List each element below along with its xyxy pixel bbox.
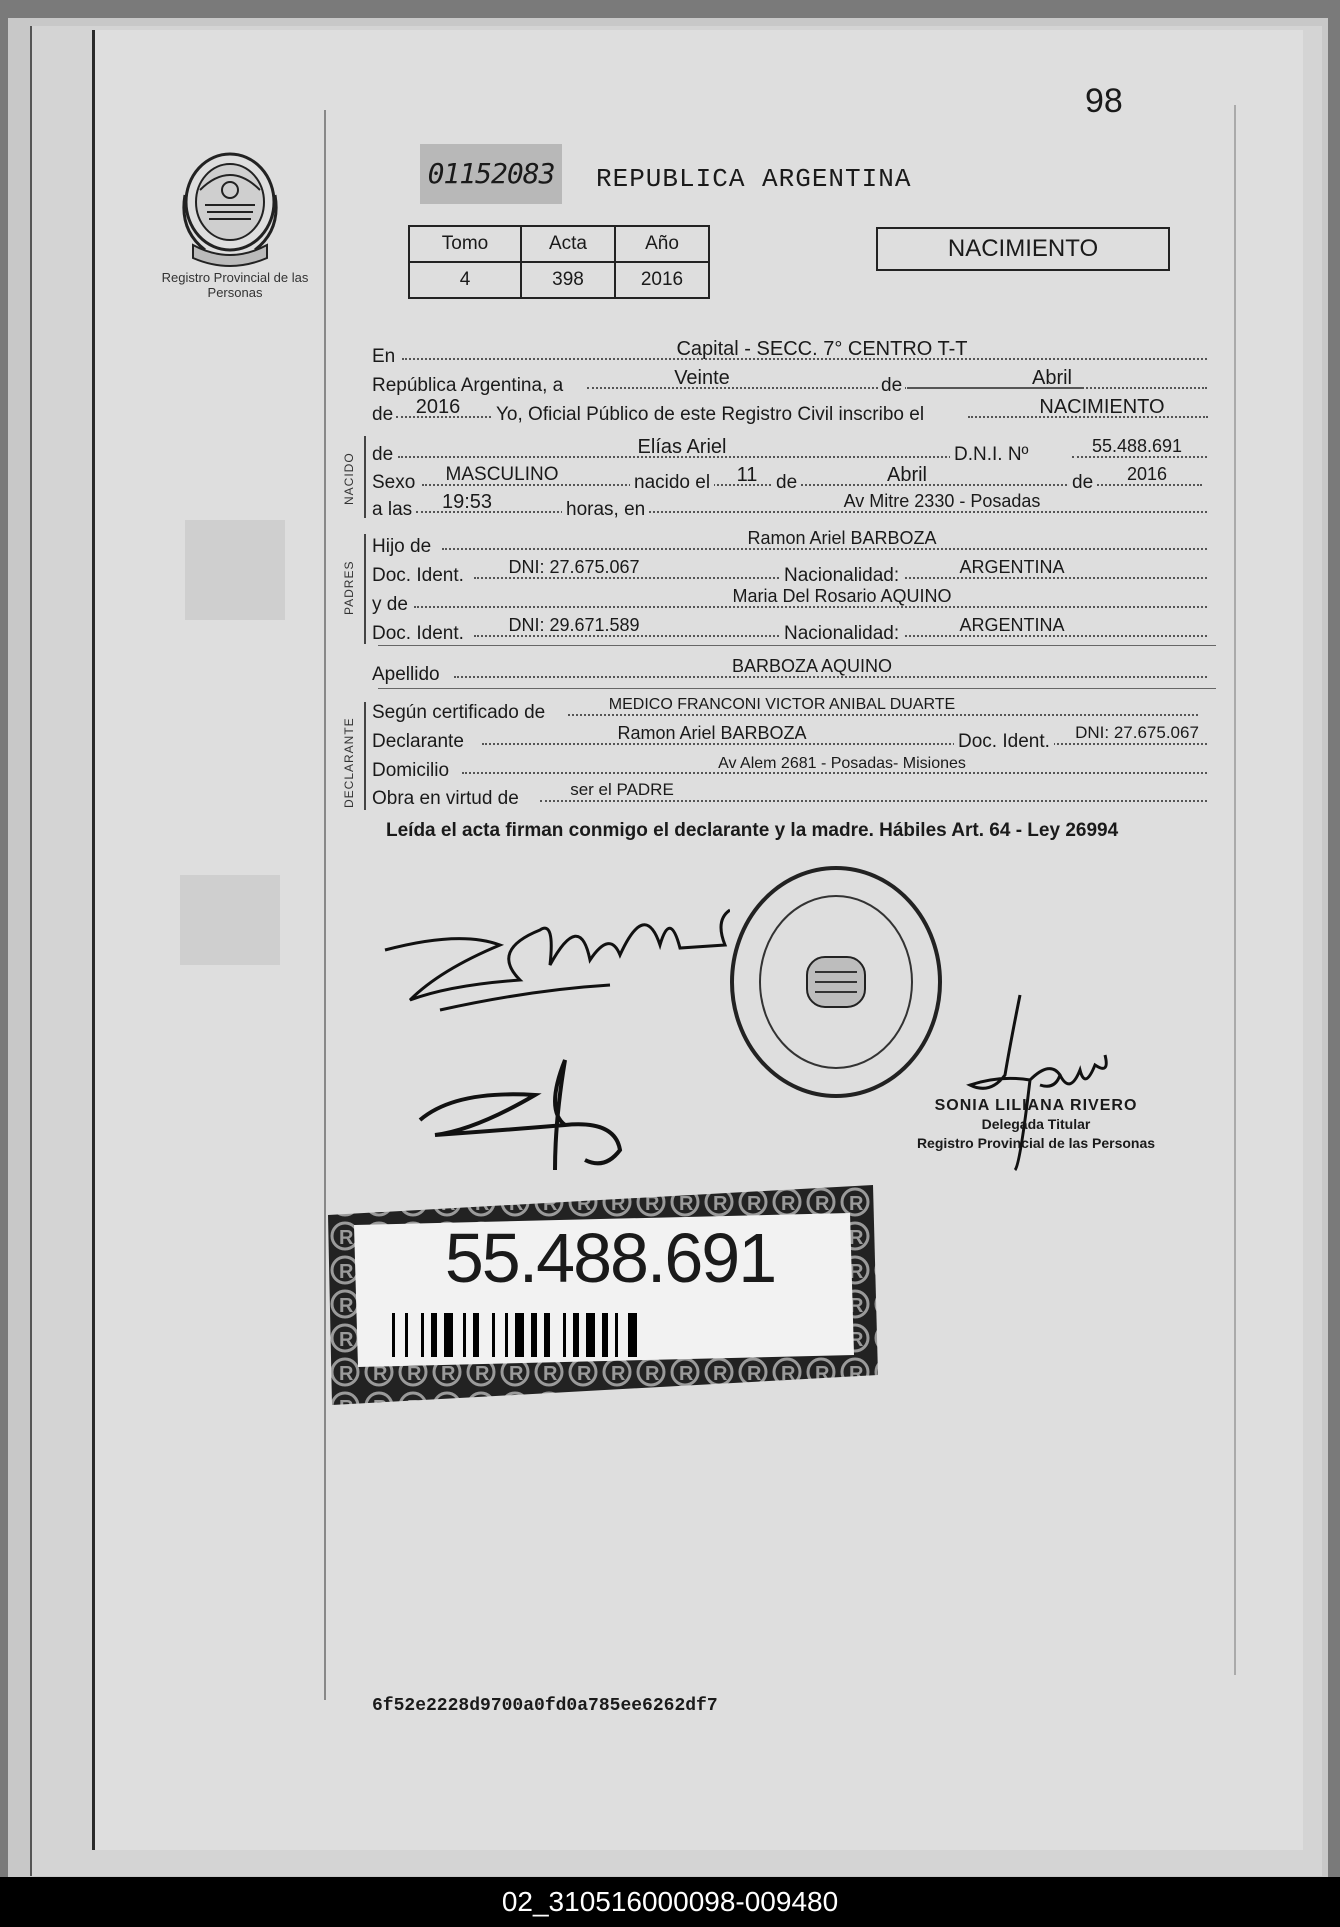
official-title: Delegada Titular <box>981 1116 1091 1132</box>
bleed-through-mark <box>185 520 285 620</box>
form-row-madre <box>372 586 1212 616</box>
barcode-bar <box>463 1313 466 1357</box>
section-bracket <box>364 534 366 644</box>
form-row-padre <box>372 528 1212 558</box>
value-certificado: MEDICO FRANCONI VICTOR ANIBAL DUARTE <box>608 696 956 713</box>
section-label-nacido: NACIDO <box>342 452 356 505</box>
label-segun-certificado: Según certificado de <box>372 702 546 723</box>
value-birth-day: 11 <box>736 464 758 486</box>
barcode-bar <box>505 1313 508 1357</box>
section-label-declarante: DECLARANTE <box>342 717 356 808</box>
section-divider <box>378 645 1216 646</box>
form-row-obra <box>372 780 1212 810</box>
barcode-number: 55.488.691 <box>444 1219 776 1297</box>
barcode-bar <box>392 1313 395 1357</box>
right-rule <box>1234 105 1236 1675</box>
label-doc-ident: Doc. Ident. <box>954 731 1054 753</box>
mother-signature <box>415 1050 635 1180</box>
label-de: de <box>372 444 394 465</box>
dotted-fill <box>482 743 1207 745</box>
label-apellido: Apellido <box>372 664 440 685</box>
value-year: 2016 <box>415 396 461 418</box>
barcode-bar <box>473 1313 479 1357</box>
barcode-bar <box>573 1313 579 1357</box>
acta-type-box: NACIMIENTO <box>876 227 1170 271</box>
label-de: de <box>1068 472 1097 494</box>
value-padre: Ramon Ariel BARBOZA <box>747 528 937 548</box>
section-divider <box>378 688 1216 689</box>
province-seal-logo <box>175 150 285 268</box>
document-hash: 6f52e2228d9700a0fd0a785ee6262df7 <box>372 1696 718 1716</box>
value-sexo: MASCULINO <box>445 464 559 485</box>
serial-stamp: 01152083 <box>420 144 562 204</box>
value-act: NACIMIENTO <box>1039 396 1165 418</box>
form-row-en <box>372 338 1212 368</box>
value-declarante-doc: DNI: 27.675.067 <box>1075 723 1199 742</box>
barcode-bar <box>431 1313 437 1357</box>
form-row-apellido <box>372 656 1212 686</box>
barcode-bar <box>531 1313 537 1357</box>
form-row-domicilio <box>372 756 1212 782</box>
label-doc-ident: Doc. Ident. <box>372 623 464 644</box>
label-a-las: a las <box>372 499 413 520</box>
register-value-acta: 398 <box>521 262 615 298</box>
value-madre: Maria Del Rosario AQUINO <box>732 586 952 606</box>
form-row-declarante <box>372 723 1212 753</box>
register-value-anio: 2016 <box>615 262 709 298</box>
barcode-bar <box>586 1313 595 1357</box>
barcode-bar <box>615 1313 618 1357</box>
section-bracket <box>364 436 366 518</box>
label-nacionalidad: Nacionalidad: <box>780 565 903 587</box>
label-dni: D.N.I. Nº <box>950 444 1033 466</box>
label-doc-ident: Doc. Ident. <box>372 565 464 586</box>
dotted-fill <box>568 714 1198 716</box>
label-nacionalidad: Nacionalidad: <box>780 623 903 645</box>
label-de: de <box>372 404 394 425</box>
barcode-bar <box>544 1313 550 1357</box>
bleed-through-mark <box>180 875 280 965</box>
barcode-bar <box>492 1313 495 1357</box>
label-declarante: Declarante <box>372 731 464 752</box>
value-lugar: Av Mitre 2330 - Posadas <box>843 491 1041 511</box>
value-madre-doc: DNI: 29.671.589 <box>508 615 640 635</box>
label-de: de <box>878 375 905 397</box>
value-apellido: BARBOZA AQUINO <box>731 656 893 676</box>
value-dni: 55.488.691 <box>1091 436 1183 456</box>
value-month: Abril <box>1031 367 1072 389</box>
value-day: Veinte <box>674 367 730 389</box>
form-row-year <box>372 396 1212 426</box>
scan-footer-id: 02_310516000098-009480 <box>0 1877 1340 1927</box>
barcode-bar <box>563 1313 566 1357</box>
barcode-bar <box>444 1313 453 1357</box>
value-madre-nac: ARGENTINA <box>959 615 1065 635</box>
barcode-bar <box>515 1313 524 1357</box>
label-y-de: y de <box>372 594 408 615</box>
register-header-tomo: Tomo <box>409 226 521 262</box>
form-row-republica <box>372 367 1212 397</box>
margin-rule <box>324 110 326 1700</box>
declarant-signature <box>380 890 730 1050</box>
form-row-certificado <box>372 698 1212 724</box>
value-name: Elías Ariel <box>637 436 727 458</box>
form-row-hora <box>372 491 1212 521</box>
closing-statement: Leída el acta firman conmigo el declarante y la madre. Hábiles Art. 64 - Ley 26994 <box>386 820 1119 841</box>
barcode-bar <box>405 1313 408 1357</box>
official-office: Registro Provincial de las Personas <box>916 1135 1156 1151</box>
label-inscribo: Yo, Oficial Público de este Registro Civil inscribo el <box>496 404 925 425</box>
label-horas-en: horas, en <box>562 499 649 521</box>
label-nacido-el: nacido el <box>630 472 714 494</box>
barcode-bar <box>602 1313 608 1357</box>
section-bracket <box>364 702 366 810</box>
value-padre-doc: DNI: 27.675.067 <box>508 557 640 577</box>
dotted-fill <box>540 800 1207 802</box>
value-obra: ser el PADRE <box>570 780 674 799</box>
form-row-madre-doc <box>372 615 1212 645</box>
value-declarante: Ramon Ariel BARBOZA <box>617 723 807 743</box>
label-republica: República Argentina, a <box>372 375 564 396</box>
value-padre-nac: ARGENTINA <box>959 557 1065 577</box>
page-number: 98 <box>1085 82 1123 120</box>
official-name: SONIA LILIANA RIVERO <box>934 1097 1138 1114</box>
label-hijo-de: Hijo de <box>372 536 432 557</box>
official-signature-block <box>906 1096 1166 1153</box>
official-round-stamp <box>725 862 947 1102</box>
register-header-anio: Año <box>615 226 709 262</box>
barcode-bar <box>421 1313 424 1357</box>
logo-caption: Registro Provincial de las Personas <box>161 270 309 300</box>
barcode-bar <box>628 1313 637 1357</box>
value-domicilio: Av Alem 2681 - Posadas- Misiones <box>718 755 966 772</box>
value-hora: 19:53 <box>441 491 493 513</box>
label-de: de <box>772 472 801 494</box>
label-sexo: Sexo <box>372 472 416 493</box>
section-label-padres: PADRES <box>342 560 356 615</box>
form-row-padre-doc <box>372 557 1212 587</box>
header-title: REPUBLICA ARGENTINA <box>596 164 912 194</box>
label-obra-en-virtud: Obra en virtud de <box>372 788 519 809</box>
value-birth-year: 2016 <box>1126 464 1168 484</box>
label-domicilio: Domicilio <box>372 760 450 781</box>
value-place: Capital - SECC. 7° CENTRO T-T <box>676 338 968 360</box>
register-header-acta: Acta <box>521 226 615 262</box>
register-value-row <box>409 262 709 298</box>
register-table <box>408 225 710 299</box>
value-birth-month: Abril <box>886 464 927 486</box>
register-header-row <box>409 226 709 262</box>
form-row-nombre <box>372 436 1212 466</box>
register-value-tomo: 4 <box>409 262 521 298</box>
label-en: En <box>372 346 396 367</box>
